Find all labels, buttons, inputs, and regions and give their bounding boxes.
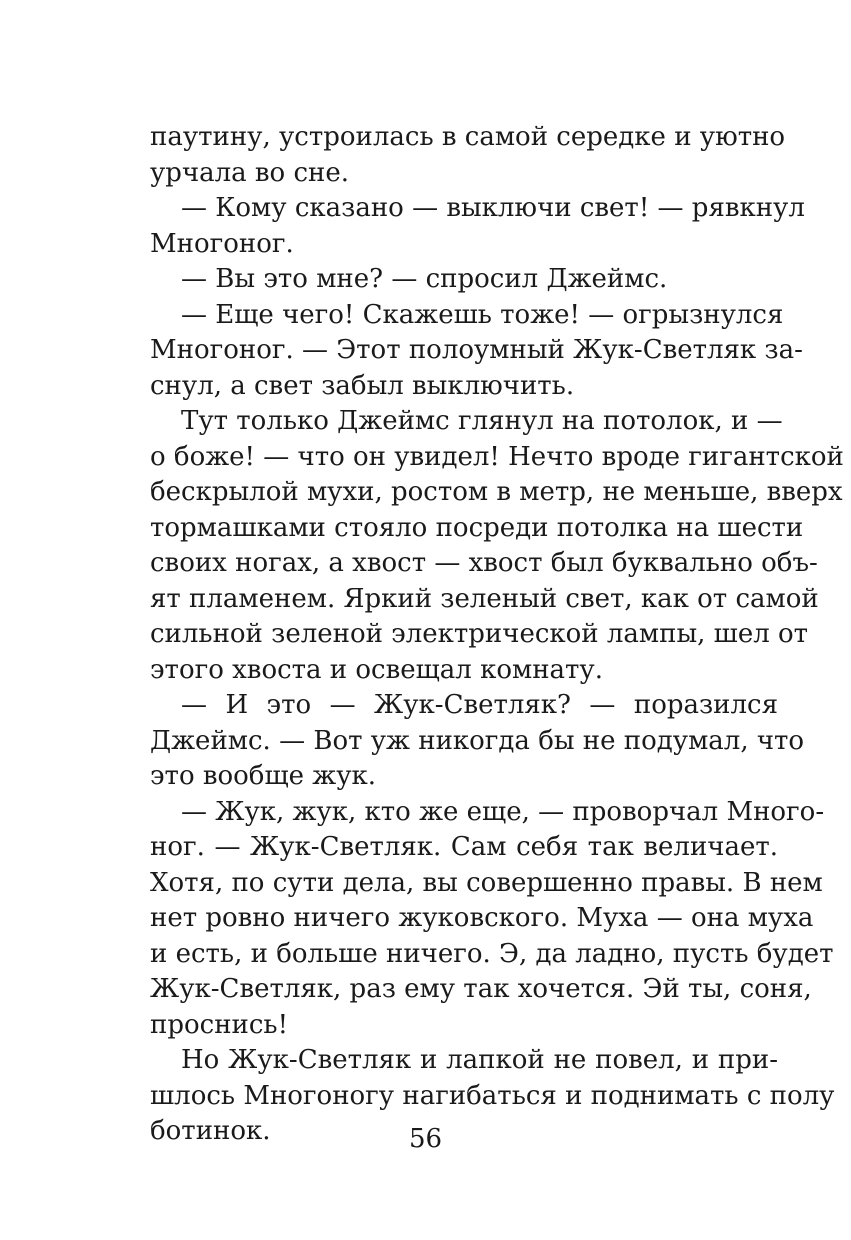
text-line: — Кому сказано — выключи свет! — рявкнул [181,193,805,223]
text-line: шлось Многоногу нагибаться и поднимать с полу [150,1080,835,1111]
text-line: — И это — Жук-Светляк? — поразился [181,690,778,720]
text-line: и есть, и больше ничего. Э, да ладно, пусть будет [150,938,834,969]
text-line: Многоног. — Этот полоумный Жук-Светляк за- [150,335,803,365]
text-line: паутину, устроилась в самой середке и уютно [150,122,786,152]
text-line: ног. — Жук-Светляк. Сам себя так величает. [150,832,778,862]
text-line: урчала во сне. [150,157,350,188]
text-line: своих ногах, а хвост — хвост был буквально объ- [150,548,818,578]
text-line: — Жук, жук, кто же еще, — проворчал Много- [181,796,825,827]
text-line: Но Жук-Светляк и лапкой не повел, и при- [181,1045,778,1075]
text-line: — Вы это мне? — спросил Джеймс. [181,264,668,294]
text-line: Многоног. [150,228,294,259]
text-line: — Еще чего! Скажешь тоже! — огрызнулся [181,299,784,330]
text-line: этого хвоста и освещал комнату. [150,654,603,685]
text-line: сильной зеленой электрической лампы, шел от [150,619,809,649]
text-line: это вообще жук. [150,761,377,791]
text-line: о боже! — что он увидел! Нечто вроде гигантской [150,441,844,472]
text-line: ят пламенем. Яркий зеленый свет, как от самой [150,583,819,614]
text-line: Джеймс. — Вот уж никогда бы не подумал, что [150,725,805,756]
text-line: снул, а свет забыл выключить. [150,370,575,401]
text-line: Жук-Светляк, раз ему так хочется. Эй ты, соня, [150,974,812,1004]
text-line: бескрылой мухи, ростом в метр, не меньше, вверх [150,477,843,507]
text-line: ботинок. [150,1116,271,1146]
body-text [150,120,844,1150]
page-number: 56 [408,1124,443,1154]
text-line: проснись! [150,1009,289,1040]
text-line: нет ровно ничего жуковского. Муха — она муха [150,903,814,933]
text-line: Тут только Джеймс глянул на потолок, и — [181,406,783,436]
text-line: Хотя, по сути дела, вы совершенно правы. В нем [150,867,823,898]
text-line: тормашками стояло посреди потолка на шести [150,512,804,543]
